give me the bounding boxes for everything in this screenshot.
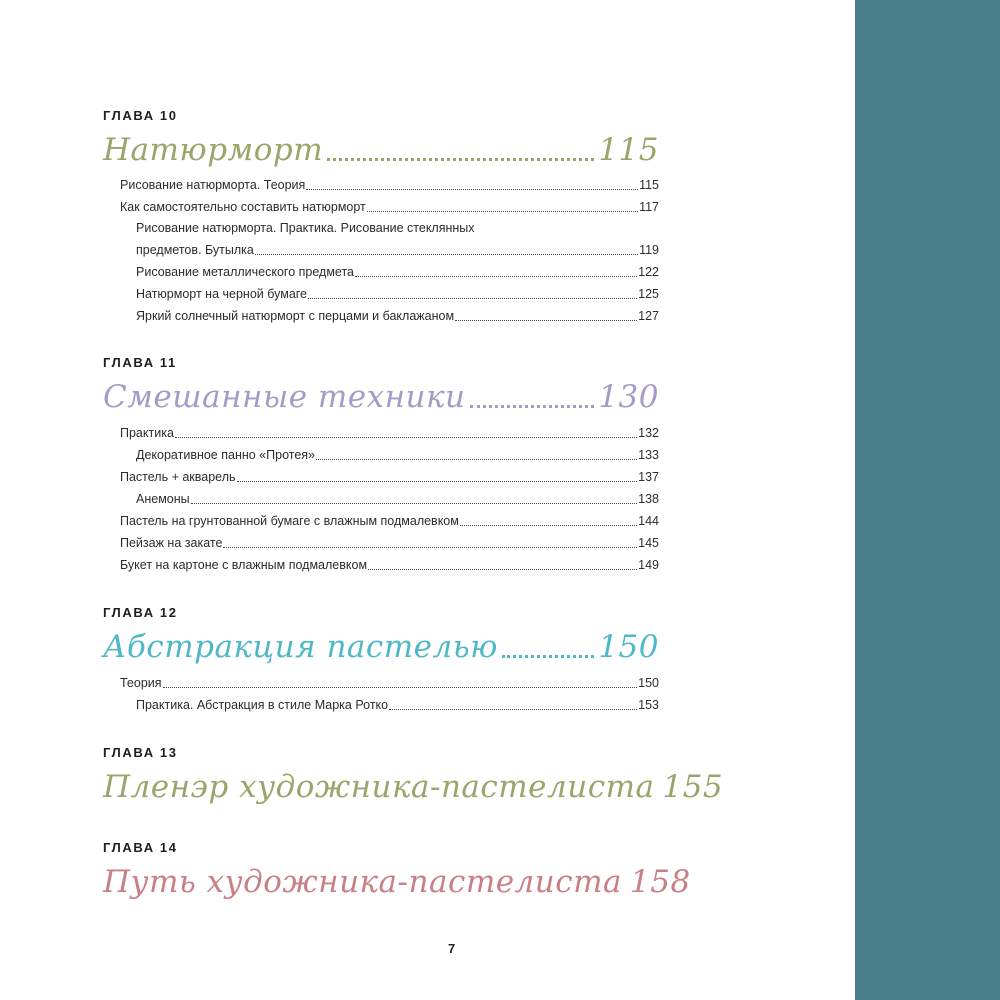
chapter-page: 130 (598, 379, 659, 415)
dot-leader (389, 709, 637, 710)
entry-page: 119 (639, 243, 659, 257)
entry-title: Рисование натюрморта. Практика. Рисование стеклянных (136, 221, 475, 235)
toc-entry[interactable] (136, 264, 659, 280)
chapter-label: ГЛАВА 14 (103, 840, 178, 855)
entry-title: Яркий солнечный натюрморт с перцами и баклажаном (136, 309, 455, 323)
dot-leader (191, 503, 638, 504)
toc-entry[interactable] (136, 308, 659, 324)
dot-leader (368, 569, 637, 570)
entry-page: 132 (638, 426, 659, 440)
entry-page: 149 (638, 558, 659, 572)
entry-page: 138 (638, 492, 659, 506)
toc-entry[interactable] (120, 557, 659, 573)
entry-title: Рисование натюрморта. Теория (120, 178, 306, 192)
entry-title: Рисование металлического предмета (136, 265, 355, 279)
chapter-page: 150 (598, 629, 659, 665)
entry-page: 125 (638, 287, 659, 301)
toc-entry[interactable] (120, 469, 659, 485)
entry-title: Декоративное панно «Протея» (136, 448, 316, 462)
chapter-title-row[interactable] (103, 629, 659, 665)
toc-entry[interactable] (120, 513, 659, 529)
entry-page: 144 (638, 514, 659, 528)
side-color-bar (855, 0, 1000, 1000)
chapter-title-row[interactable] (103, 379, 659, 415)
toc-entry[interactable] (120, 675, 659, 691)
chapter-label: ГЛАВА 12 (103, 605, 178, 620)
dot-leader (308, 298, 637, 299)
dot-leader (175, 437, 637, 438)
chapter-title-row[interactable] (103, 132, 659, 168)
toc-entry[interactable] (136, 220, 659, 258)
dot-leader (367, 211, 638, 212)
dot-leader (255, 254, 638, 255)
dot-leader (237, 481, 638, 482)
toc-entry[interactable] (120, 177, 659, 193)
entry-page: 117 (639, 200, 659, 214)
entry-title-continued: предметов. Бутылка (136, 243, 254, 257)
chapter-title: Абстракция пастелью (103, 629, 498, 665)
entry-title: Теория (120, 676, 162, 690)
dot-leader (327, 158, 594, 161)
toc-entry[interactable] (136, 286, 659, 302)
entry-title: Натюрморт на черной бумаге (136, 287, 308, 301)
toc-entry[interactable] (136, 491, 659, 507)
entry-page: 145 (638, 536, 659, 550)
chapter-title: Смешанные техники (103, 379, 466, 415)
entry-title: Букет на картоне с влажным подмалевком (120, 558, 368, 572)
dot-leader (455, 320, 637, 321)
chapter-title: Путь художника-пастелиста (103, 864, 623, 900)
toc-entry[interactable] (120, 425, 659, 441)
chapter-title: Натюрморт (103, 132, 324, 168)
entry-page: 127 (638, 309, 659, 323)
entry-title: Анемоны (136, 492, 190, 506)
entry-title: Пастель на грунтованной бумаге с влажным подмалевком (120, 514, 459, 528)
chapter-page: 158 (630, 864, 691, 900)
entry-title: Как самостоятельно составить натюрморт (120, 200, 366, 214)
dot-leader (355, 276, 637, 277)
toc-entry[interactable] (136, 697, 659, 713)
entry-page: 150 (638, 676, 659, 690)
entry-page: 115 (639, 178, 659, 192)
chapter-page: 155 (662, 769, 724, 805)
entry-page: 122 (638, 265, 659, 279)
chapter-label: ГЛАВА 10 (103, 108, 178, 123)
dot-leader (316, 459, 637, 460)
chapter-title: Пленэр художника-пастелиста (103, 769, 655, 805)
entry-title: Практика (120, 426, 174, 440)
entry-page: 133 (638, 448, 659, 462)
entry-page: 137 (638, 470, 659, 484)
chapter-label: ГЛАВА 11 (103, 355, 177, 370)
dot-leader (306, 189, 638, 190)
dot-leader (470, 405, 595, 408)
entry-title: Пастель + акварель (120, 470, 236, 484)
dot-leader (223, 547, 637, 548)
dot-leader (502, 655, 594, 658)
toc-entry[interactable] (120, 535, 659, 551)
page-number: 7 (448, 941, 456, 956)
entry-title: Практика. Абстракция в стиле Марка Ротко (136, 698, 389, 712)
dot-leader (163, 687, 638, 688)
chapter-title-row[interactable] (103, 864, 691, 900)
entry-title: Пейзаж на закате (120, 536, 223, 550)
entry-page: 153 (638, 698, 659, 712)
chapter-label: ГЛАВА 13 (103, 745, 178, 760)
dot-leader (460, 525, 637, 526)
chapter-title-row[interactable] (103, 769, 724, 805)
chapter-page: 115 (598, 132, 659, 168)
toc-entry[interactable] (136, 447, 659, 463)
toc-entry[interactable] (120, 199, 659, 215)
